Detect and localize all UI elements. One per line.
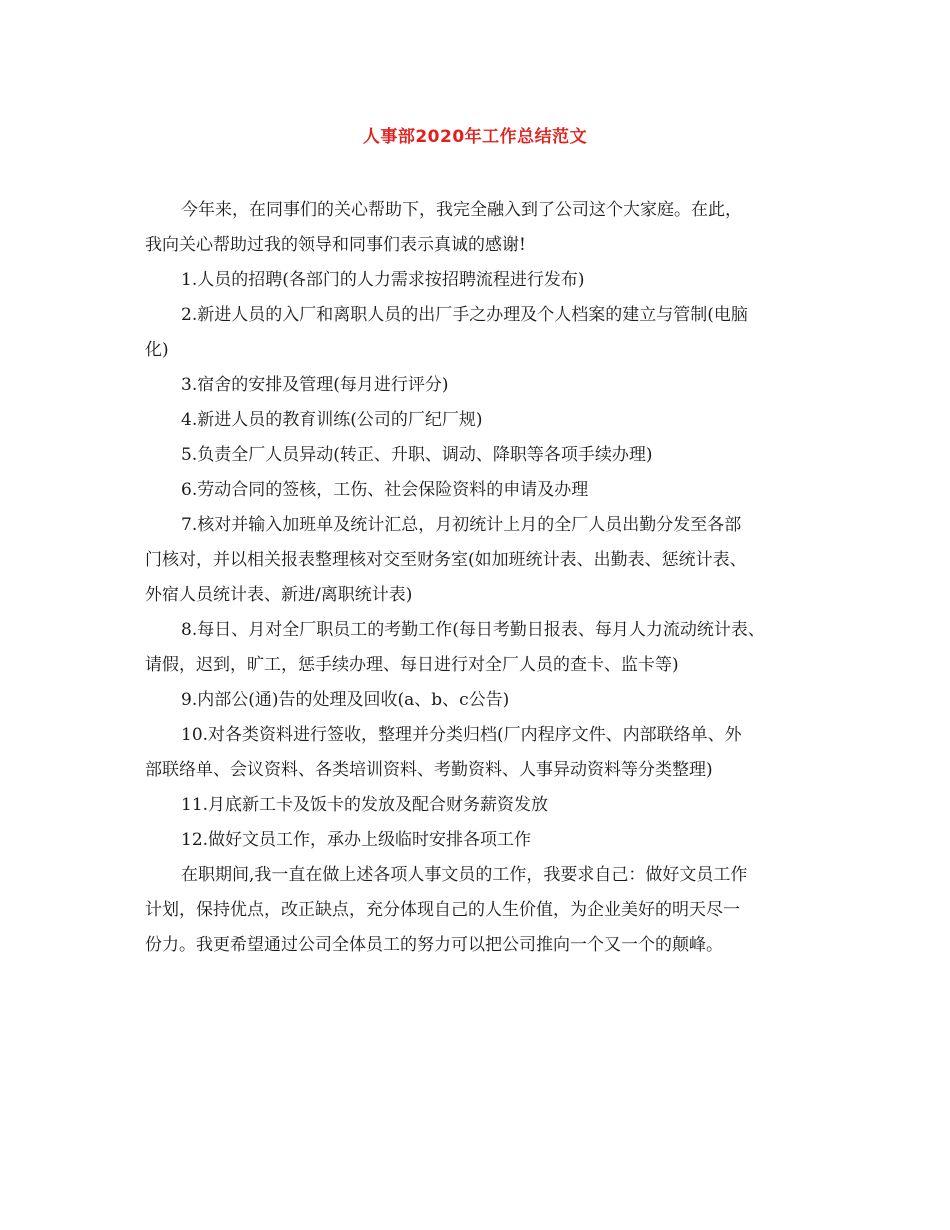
text-line: 9.内部公(通)告的处理及回收(a、b、c公告) [181, 690, 510, 710]
text-line: 计划，保持优点，改正缺点，充分体现自己的人生价值，为企业美好的明天尽一 [145, 900, 740, 920]
text-line: 1.人员的招聘(各部门的人力需求按招聘流程进行发布) [181, 270, 585, 290]
text-line: 6.劳动合同的签核，工伤、社会保险资料的申请及办理 [181, 480, 589, 500]
text-line: 我向关心帮助过我的领导和同事们表示真诚的感谢! [145, 235, 526, 255]
text-line: 化) [145, 340, 169, 360]
document-body [145, 193, 825, 963]
text-line: 5.负责全厂人员异动(转正、升职、调动、降职等各项手续办理) [181, 445, 653, 465]
text-line: 12.做好文员工作，承办上级临时安排各项工作 [181, 830, 532, 850]
text-line: 8.每日、月对全厂职员工的考勤工作(每日考勤日报表、每月人力流动统计表、 [181, 620, 765, 640]
text-line: 部联络单、会议资料、各类培训资料、考勤资料、人事异动资料等分类整理) [145, 760, 713, 780]
text-line: 10.对各类资料进行签收，整理并分类归档(厂内程序文件、内部联络单、外 [181, 725, 742, 745]
text-line: 4.新进人员的教育训练(公司的厂纪厂规) [181, 410, 483, 430]
text-line: 外宿人员统计表、新进/离职统计表) [145, 585, 413, 605]
document-title: 人事部2020年工作总结范文 [362, 127, 588, 147]
text-line: 在职期间,我一直在做上述各项人事文员的工作，我要求自己：做好文员工作 [181, 865, 748, 885]
text-line: 11.月底新工卡及饭卡的发放及配合财务薪资发放 [181, 795, 549, 815]
text-line: 7.核对并输入加班单及统计汇总，月初统计上月的全厂人员出勤分发至各部 [181, 515, 742, 535]
text-line: 请假，迟到，旷工，惩手续办理、每日进行对全厂人员的查卡、监卡等) [145, 655, 679, 675]
text-line: 份力。我更希望通过公司全体员工的努力可以把公司推向一个又一个的颠峰。 [145, 935, 723, 955]
text-line: 门核对，并以相关报表整理核对交至财务室(如加班统计表、出勤表、惩统计表、 [145, 550, 747, 570]
text-line: 3.宿舍的安排及管理(每月进行评分) [181, 375, 449, 395]
text-line: 今年来，在同事们的关心帮助下，我完全融入到了公司这个大家庭。在此， [181, 200, 742, 220]
text-line: 2.新进人员的入厂和离职人员的出厂手之办理及个人档案的建立与管制(电脑 [181, 305, 748, 325]
